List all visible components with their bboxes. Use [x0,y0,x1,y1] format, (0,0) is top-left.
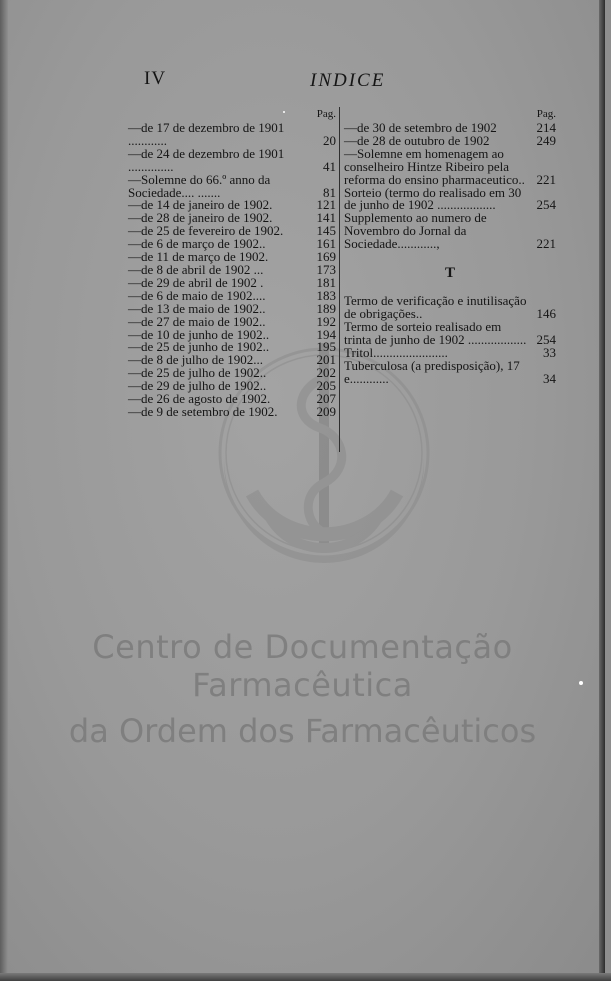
entry-page-number: 141 [316,210,336,226]
entry-text: —de 14 de janeiro de 1902. [128,197,273,213]
index-entries-right-t [344,295,556,385]
entry-page-number: 214 [536,120,556,135]
section-letter: T [444,265,455,282]
entry-page-number: 201 [316,352,336,368]
entry-page-number: 209 [316,403,336,419]
watermark-line-1: Centro de Documentação Farmacêutica [92,628,513,704]
entry-text: Termo de sorteio realisado em trinta de junho de 1902 .................. [344,318,527,347]
entry-page-number: 169 [316,249,336,265]
index-entry [344,295,556,321]
index-entry [344,357,556,386]
watermark-line-2: da Ordem dos Farmacêuticos [68,712,537,750]
index-entry [128,122,336,148]
entry-page-number: 33 [543,344,556,360]
page-left-edge [0,0,8,981]
entry-page-number: 145 [316,223,336,239]
entry-page-number: 254 [536,197,556,213]
entry-page-number: 254 [536,331,556,347]
index-column-right [344,107,556,385]
entry-page-number: 181 [316,274,336,290]
entry-text: —de 29 de abril de 1902 . [128,274,264,290]
entry-text: —de 28 de janeiro de 1902. [128,210,273,226]
entry-text: —de 26 de agosto de 1902. [128,391,271,407]
entry-page-number: 221 [536,236,556,252]
entry-page-number: 194 [316,326,336,342]
page-bottom-edge [0,973,611,981]
index-column-left [128,107,336,419]
entry-page-number: 41 [323,158,336,174]
page-right-edge [599,0,605,981]
index-entry [344,212,556,251]
entry-page-number: 146 [536,305,556,321]
index-entry [344,145,556,187]
entry-page-number: 192 [316,313,336,329]
entry-text: —de 24 de dezembro de 1901 .............. [128,145,285,174]
entry-page-number: 249 [536,132,556,148]
entry-text: —de 10 de junho de 1902.. [128,326,270,342]
running-head: INDICE [310,70,386,91]
entry-text: —Solemne do 66.º anno da Sociedade.... ....... [128,171,271,200]
entry-page-number: 34 [543,370,556,386]
entry-text: —de 11 de março de 1902. [128,249,269,265]
entry-page-number: 195 [316,339,336,355]
entry-page-number: 121 [316,197,336,213]
index-entry [128,403,336,419]
entry-text: Sorteio (termo do realisado em 30 de junho de 1902 .................. [344,184,522,213]
pag-label: Pag. [536,108,556,120]
index-entry [344,318,556,347]
entry-text: —de 13 de maio de 1902.. [128,300,266,316]
index-entries-right-s [344,122,556,251]
entry-text: —de 27 de maio de 1902.. [128,313,266,329]
index-entry [344,184,556,213]
entry-text: Supplemento ao numero de Novembro do Jornal da Sociedade............, [344,210,487,252]
entry-page-number: 207 [316,391,336,407]
entry-page-number: 161 [316,236,336,252]
entry-text: —de 8 de julho de 1902... [128,352,264,368]
entry-page-number: 205 [316,378,336,394]
watermark-text [0,628,605,750]
scan-speck [579,681,583,685]
entry-text: —de 9 de setembro de 1902. [128,403,278,419]
column-divider [339,107,340,452]
scan-speck [283,111,285,113]
entry-text: —de 6 de maio de 1902.... [128,287,266,303]
entry-text: —de 8 de abril de 1902 ... [128,261,264,277]
entry-text: —de 6 de março de 1902.. [128,236,266,252]
entry-page-number: 221 [536,171,556,187]
entry-page-number: 202 [316,365,336,381]
entry-text: Tritol....................... [344,344,448,360]
entry-text: —de 29 de julho de 1902.. [128,378,267,394]
entry-page-number: 189 [316,300,336,316]
entry-page-number: 20 [323,132,336,148]
entry-page-number: 81 [323,184,336,200]
entry-text: Termo de verificação e inutilisação de obrigações.. [344,293,527,321]
entry-text: Tuberculosa (a predisposição), 17 e............ [344,357,520,386]
entry-text: —de 28 de outubro de 1902 [344,132,490,148]
page-number: IV [144,68,167,89]
entry-page-number: 173 [316,261,336,277]
entry-text: —de 17 de dezembro de 1901 ............ [128,120,285,148]
entry-text: —de 25 de junho de 1902.. [128,339,270,355]
index-entries-left [128,122,336,419]
entry-text: —Solemne em homenagem ao conselheiro Hintze Ribeiro pela reforma do ensino pharmaceutico.. [344,145,525,187]
entry-text: —de 25 de fevereiro de 1902. [128,223,284,239]
index-entry [128,145,336,174]
entry-page-number: 183 [316,287,336,303]
index-entry [128,171,336,200]
entry-text: —de 30 de setembro de 1902 [344,120,497,135]
pag-label: Pag. [316,108,336,120]
entry-text: —de 25 de julho de 1902.. [128,365,267,381]
